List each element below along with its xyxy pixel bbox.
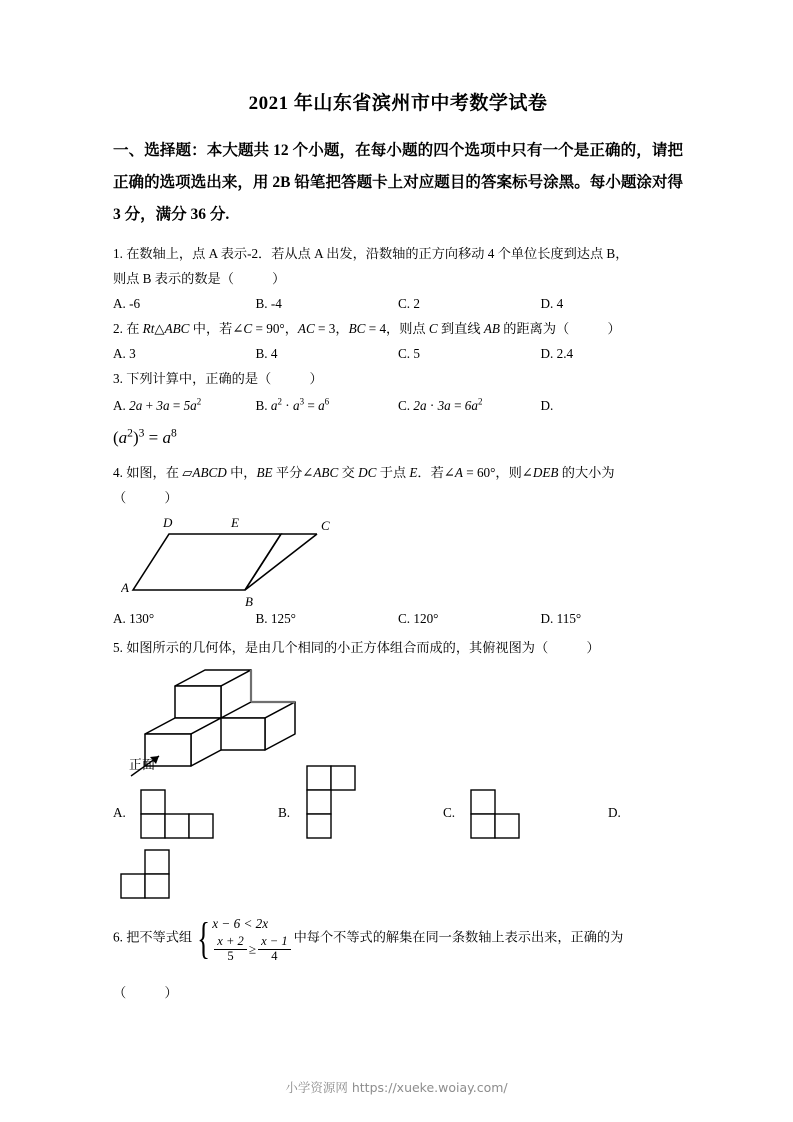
page-title: 2021 年山东省滨州市中考数学试卷 [248, 93, 548, 114]
option-b[interactable]: B. -4 [255, 295, 282, 311]
option-b[interactable] [278, 800, 290, 825]
option-c-top-view-shape[interactable] [469, 788, 529, 844]
question-4-figure [113, 510, 683, 606]
question-3-stem-close: ） [309, 370, 323, 386]
option-d-label: D. [540, 397, 554, 413]
question-3-option-d-expression-row [113, 421, 683, 456]
question-6-stem-line-2-close: ） [164, 985, 178, 1001]
answer-blank [548, 640, 586, 655]
question-3-stem [113, 366, 683, 391]
question-2-stem [113, 316, 683, 341]
option-a[interactable]: A. -6 [113, 295, 141, 311]
inequality-2 [212, 933, 292, 965]
option-c-expression: $2a \cdot 3a = 6a^2$ [413, 396, 483, 413]
option-c-label: C. [398, 397, 414, 413]
option-c[interactable]: C. 5 [398, 345, 420, 361]
answer-blank [126, 490, 164, 505]
option-d-top-view-shape[interactable] [119, 848, 189, 906]
vertex-label-e: E [231, 514, 239, 530]
question-3 [113, 366, 683, 456]
footer-url: https://xueke.woiay.com/ [351, 1080, 508, 1095]
option-d[interactable]: D. 115° [540, 610, 582, 626]
option-b-top-view-shape[interactable] [305, 764, 365, 850]
option-b[interactable]: B. 125° [255, 610, 296, 626]
inequality-system [193, 912, 293, 965]
question-6-stem [113, 912, 683, 965]
question-2-stem-text: 2. 在 Rt△ABC 中，若∠C = 90°，AC = 3，BC = 4，则点 C 到直线 AB 的距离为（ [113, 320, 570, 336]
option-b-expression: $a^2 \cdot a^3 = a^6$ [270, 396, 330, 413]
question-4-stem-line-1: 4. 如图，在 ▱ABCD 中，BE 平分∠ABC 交 DC 于点 E．若∠A = 60°，则∠DEB 的大小为 [113, 464, 615, 480]
question-5-figure [113, 660, 683, 780]
option-d[interactable]: D. 2.4 [540, 345, 574, 361]
option-b[interactable] [256, 391, 399, 421]
vertex-label-a: A [121, 579, 129, 595]
question-2-stem-close: ） [607, 320, 621, 336]
option-a[interactable]: A. 130° [113, 610, 155, 626]
parallelogram-diagram [121, 512, 351, 608]
question-6-stem-line-2-open: （ [113, 985, 127, 1001]
question-5-stem [113, 635, 683, 660]
question-1-stem-line-2-close: ） [272, 270, 286, 286]
option-a-top-view-shape[interactable] [139, 788, 219, 844]
question-5-options [113, 786, 683, 848]
option-c-label: C. [443, 804, 456, 820]
option-c[interactable] [443, 800, 455, 825]
fraction-left: $\frac{x + 2}{5}$ [214, 935, 247, 964]
question-4 [113, 460, 683, 631]
question-5-option-d-shape-row [113, 848, 683, 910]
question-6-stem-line-2 [113, 980, 683, 1005]
option-c[interactable] [398, 391, 541, 421]
answer-blank [234, 271, 272, 286]
fraction-right: $\frac{x - 1}{4}$ [258, 935, 291, 964]
option-b-label: B. [278, 804, 291, 820]
option-a-label: A. [113, 804, 126, 820]
vertex-label-d: D [163, 514, 173, 530]
vertex-label-c: C [321, 517, 330, 533]
question-5-stem-close: ） [586, 639, 600, 655]
option-c[interactable]: C. 2 [398, 295, 420, 311]
relation-symbol: ≥ [248, 941, 257, 957]
question-1 [113, 241, 683, 316]
question-4-options [113, 606, 683, 631]
option-a[interactable] [113, 391, 256, 421]
footer-site-name: 小学资源网 [285, 1080, 348, 1095]
option-d[interactable]: D. 4 [540, 295, 564, 311]
question-6 [113, 912, 683, 1006]
question-5 [113, 635, 683, 910]
option-d[interactable] [541, 391, 684, 421]
option-a-expression: $2a + 3a = 5a^2$ [129, 396, 202, 413]
question-3-stem-text: 3. 下列计算中，正确的是（ [113, 370, 272, 386]
option-a[interactable] [113, 800, 126, 825]
left-brace-icon: { [197, 913, 211, 963]
question-4-stem-line-2 [113, 485, 683, 510]
section-instructions: 一、选择题：本大题共 12 个小题，在每小题的四个选项中只有一个是正确的，请把正确的选项选出来，用 2B 铅笔把答题卡上对应题目的答案标号涂黑。每小题涂对得 3 分，满分 36 分. [113, 141, 683, 223]
vertex-label-b: B [245, 593, 253, 608]
footer-watermark [0, 1078, 793, 1096]
question-1-stem-line-1: 1. 在数轴上，点 A 表示-2．若从点 A 出发，沿数轴的正方向移动 4 个单位长度到达点 B， [113, 245, 629, 261]
option-d-label: D. [608, 804, 621, 820]
question-3-options [113, 391, 683, 421]
answer-blank [569, 321, 607, 336]
question-1-stem-line-2-text: 则点 B 表示的数是（ [113, 270, 234, 286]
question-2-options [113, 341, 683, 366]
inequality-1: x − 6 < 2x [212, 915, 269, 931]
option-a[interactable]: A. 3 [113, 345, 136, 361]
option-a-label: A. [113, 397, 130, 413]
option-b-label: B. [255, 397, 271, 413]
page-content [113, 0, 683, 1005]
option-c[interactable]: C. 120° [398, 610, 439, 626]
question-2 [113, 316, 683, 366]
question-1-options [113, 291, 683, 316]
question-1-stem-line-2 [113, 266, 683, 291]
question-6-stem-tail: 中每个不等式的解集在同一条数轴上表示出来，正确的为 [293, 929, 624, 945]
question-4-stem-line-2-open: （ [113, 489, 127, 505]
question-6-stem-text: 6. 把不等式组 [113, 929, 193, 945]
option-d[interactable] [608, 800, 621, 825]
parallelogram-symbol: ▱ [182, 464, 193, 480]
question-5-stem-text: 5. 如图所示的几何体，是由几个相同的小正方体组合而成的，其俯视图为（ [113, 639, 549, 655]
option-b[interactable]: B. 4 [255, 345, 278, 361]
cube-solid-diagram [123, 660, 363, 778]
answer-blank [271, 371, 309, 386]
answer-blank [126, 985, 164, 1000]
question-4-stem-line-2-close: ） [164, 489, 178, 505]
option-d-expression: $(a^2)^3 = a^8$ [113, 426, 177, 447]
front-face-label: 正面 [129, 756, 156, 772]
